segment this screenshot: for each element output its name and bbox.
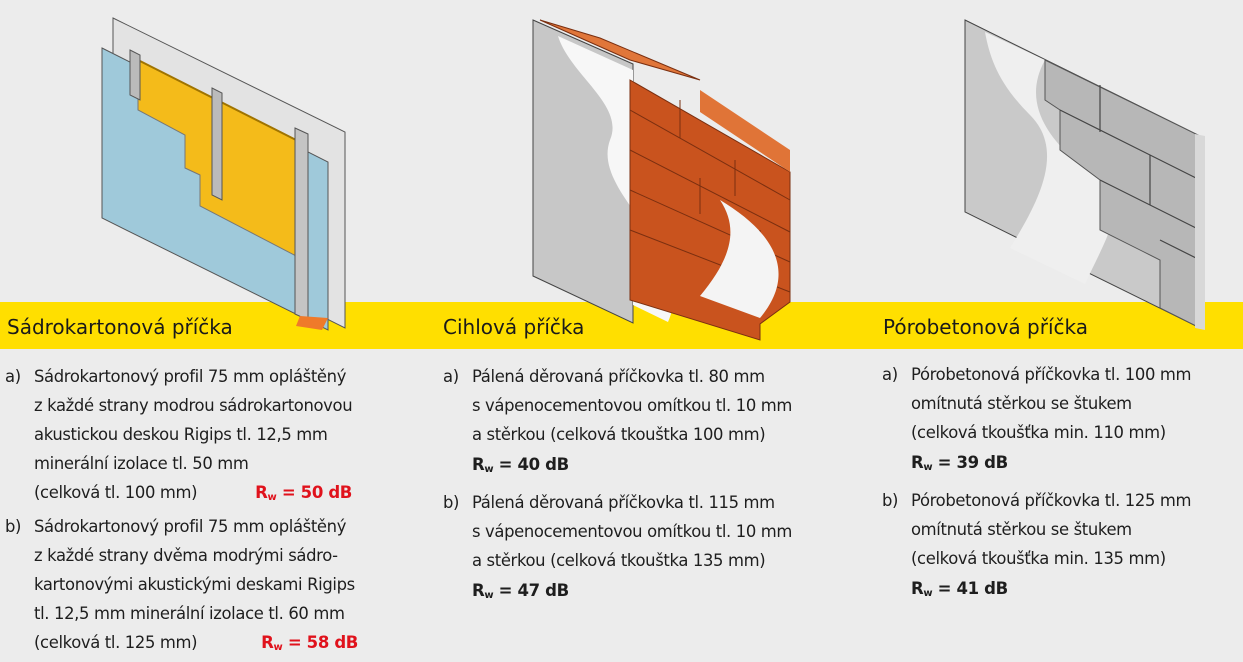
spec-line: minerální izolace tl. 50 mm [34, 454, 249, 473]
item-marker: b) [5, 517, 22, 536]
spec-line: kartonovými akustickými deskami Rigips [34, 575, 355, 594]
spec-line: tl. 12,5 mm minerální izolace tl. 60 mm [34, 604, 345, 623]
column-title-brick: Cihlová příčka [443, 315, 585, 339]
spec-list-brick [443, 362, 792, 611]
spec-line-total: (celková tl. 100 mm) $R_w = 50$ dB [34, 483, 353, 503]
spec-line: omítnutá stěrkou se štukem [911, 394, 1132, 413]
brick-partition-illustration [533, 20, 790, 340]
spec-line: (celková tkoušťka min. 110 mm) [911, 423, 1166, 442]
rw-value: $R_w = 41$ dB [911, 579, 1008, 599]
list-item [5, 362, 358, 512]
rw-value: $R_w = 40$ dB [472, 455, 569, 475]
list-item [882, 486, 1191, 609]
column-title-aerated-concrete: Pórobetonová příčka [883, 315, 1088, 339]
spec-line: Sádrokartonový profil 75 mm opláštěný [34, 517, 347, 536]
rw-value: $R_w = 50$ dB [255, 483, 353, 503]
spec-line: z každé strany modrou sádrokartonovou [34, 396, 353, 415]
spec-line: Sádrokartonový profil 75 mm opláštěný [34, 367, 347, 386]
list-item [443, 488, 792, 611]
item-marker: a) [5, 367, 21, 386]
rw-value: $R_w = 39$ dB [911, 453, 1008, 473]
spec-line: akustickou deskou Rigips tl. 12,5 mm [34, 425, 328, 444]
spec-line: s vápenocementovou omítkou tl. 10 mm [472, 396, 793, 415]
spec-line: s vápenocementovou omítkou tl. 10 mm [472, 522, 793, 541]
list-item [5, 512, 358, 662]
spec-line: (celková tkoušťka min. 135 mm) [911, 549, 1166, 568]
spec-line: Pórobetonová příčkovka tl. 125 mm [911, 491, 1192, 510]
aerated-concrete-partition-illustration [965, 20, 1205, 330]
spec-line: Pórobetonová příčkovka tl. 100 mm [911, 365, 1192, 384]
spec-line: Pálená děrovaná příčkovka tl. 80 mm [472, 367, 765, 386]
rw-value: $R_w = 47$ dB [472, 581, 569, 601]
item-marker: a) [443, 367, 459, 386]
spec-line: a stěrkou (celková tkouštka 100 mm) [472, 425, 766, 444]
list-item [882, 360, 1191, 483]
spec-line: Pálená děrovaná příčkovka tl. 115 mm [472, 493, 775, 512]
item-marker: b) [443, 493, 460, 512]
drywall-partition-illustration [102, 18, 345, 330]
spec-line: z každé strany dvěma modrými sádro- [34, 546, 338, 565]
column-title-drywall: Sádrokartonová příčka [7, 315, 233, 339]
list-item [443, 362, 792, 485]
spec-line: a stěrkou (celková tkouštka 135 mm) [472, 551, 766, 570]
rw-value: $R_w = 58$ dB [261, 633, 359, 653]
spec-line: omítnutá stěrkou se štukem [911, 520, 1132, 539]
item-marker: b) [882, 491, 899, 510]
spec-list-aerated-concrete [882, 360, 1191, 609]
item-marker: a) [882, 365, 898, 384]
spec-list-drywall [5, 362, 358, 662]
spec-line-total: (celková tl. 125 mm) $R_w = 58$ dB [34, 633, 359, 653]
